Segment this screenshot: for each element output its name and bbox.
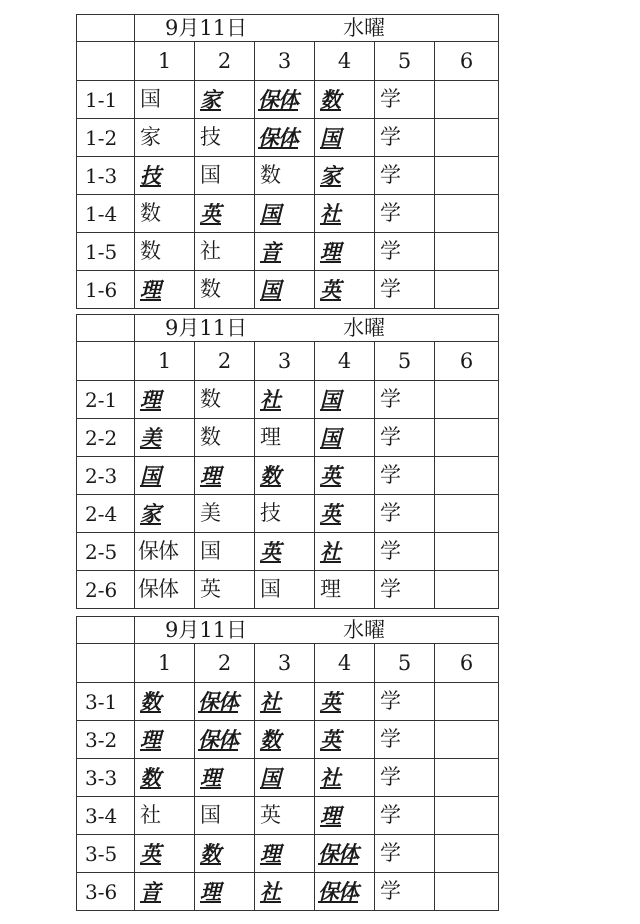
subject-cell-changed: 理 — [135, 381, 195, 419]
period-header: 6 — [435, 644, 499, 683]
class-row — [77, 419, 499, 457]
subject-cell — [435, 381, 499, 419]
subject-cell — [435, 157, 499, 195]
class-label: 1-5 — [77, 233, 135, 271]
subject-cell-changed: 英 — [315, 271, 375, 309]
period-header: 3 — [255, 644, 315, 683]
subject-cell-changed: 英 — [315, 721, 375, 759]
period-header: 5 — [375, 42, 435, 81]
period-header: 4 — [315, 342, 375, 381]
period-header: 2 — [195, 342, 255, 381]
subject-cell-changed: 保体 — [195, 721, 255, 759]
subject-cell: 学 — [375, 759, 435, 797]
class-row — [77, 835, 499, 873]
subject-cell: 学 — [375, 457, 435, 495]
subject-cell: 技 — [195, 119, 255, 157]
subject-cell-changed: 数 — [255, 721, 315, 759]
subject-cell: 理 — [315, 571, 375, 609]
class-label: 1-4 — [77, 195, 135, 233]
subject-cell — [435, 271, 499, 309]
subject-cell: 学 — [375, 797, 435, 835]
class-label: 1-1 — [77, 81, 135, 119]
class-label: 3-4 — [77, 797, 135, 835]
corner-cell — [77, 315, 135, 342]
subject-cell: 数 — [135, 233, 195, 271]
period-header: 1 — [135, 342, 195, 381]
period-header: 1 — [135, 644, 195, 683]
subject-cell-changed: 英 — [135, 835, 195, 873]
subject-cell: 学 — [375, 81, 435, 119]
period-header: 3 — [255, 342, 315, 381]
period-header-row — [77, 42, 499, 81]
subject-cell — [435, 683, 499, 721]
class-row — [77, 157, 499, 195]
weekday-text: 水曜 — [343, 315, 386, 340]
date-row — [77, 315, 499, 342]
class-row — [77, 721, 499, 759]
subject-cell: 数 — [195, 419, 255, 457]
subject-cell: 理 — [255, 419, 315, 457]
class-label: 2-6 — [77, 571, 135, 609]
period-header: 5 — [375, 644, 435, 683]
subject-cell: 国 — [255, 571, 315, 609]
class-row — [77, 119, 499, 157]
subject-cell-changed: 家 — [195, 81, 255, 119]
class-label: 3-5 — [77, 835, 135, 873]
subject-cell-changed: 英 — [195, 195, 255, 233]
class-row — [77, 797, 499, 835]
period-header: 4 — [315, 644, 375, 683]
subject-cell — [435, 419, 499, 457]
subject-cell: 保体 — [135, 533, 195, 571]
subject-cell-changed: 理 — [195, 873, 255, 911]
subject-cell: 社 — [195, 233, 255, 271]
date-text: 9月11日 — [165, 617, 248, 642]
class-row — [77, 271, 499, 309]
subject-cell — [435, 457, 499, 495]
subject-cell-changed: 国 — [315, 419, 375, 457]
class-row — [77, 759, 499, 797]
subject-cell: 学 — [375, 381, 435, 419]
subject-cell-changed: 社 — [315, 533, 375, 571]
subject-cell: 学 — [375, 157, 435, 195]
period-header-row — [77, 342, 499, 381]
corner-cell — [77, 42, 135, 81]
date-heading — [135, 315, 499, 342]
class-row — [77, 381, 499, 419]
subject-cell: 学 — [375, 533, 435, 571]
subject-cell-changed: 数 — [315, 81, 375, 119]
class-label: 2-3 — [77, 457, 135, 495]
period-header: 2 — [195, 644, 255, 683]
subject-cell: 数 — [195, 381, 255, 419]
period-header: 3 — [255, 42, 315, 81]
class-label: 3-2 — [77, 721, 135, 759]
subject-cell-changed: 理 — [315, 797, 375, 835]
subject-cell: 学 — [375, 721, 435, 759]
subject-cell-changed: 国 — [255, 195, 315, 233]
subject-cell-changed: 英 — [255, 533, 315, 571]
subject-cell: 学 — [375, 495, 435, 533]
subject-cell-changed: 社 — [315, 195, 375, 233]
subject-cell: 学 — [375, 233, 435, 271]
subject-cell-changed: 社 — [255, 381, 315, 419]
subject-cell-changed: 家 — [135, 495, 195, 533]
corner-cell — [77, 644, 135, 683]
class-row — [77, 571, 499, 609]
corner-cell — [77, 15, 135, 42]
period-header: 1 — [135, 42, 195, 81]
subject-cell-changed: 技 — [135, 157, 195, 195]
corner-cell — [77, 617, 135, 644]
subject-cell: 学 — [375, 119, 435, 157]
subject-cell-changed: 英 — [315, 683, 375, 721]
subject-cell — [435, 233, 499, 271]
period-header: 4 — [315, 42, 375, 81]
date-heading — [135, 15, 499, 42]
subject-cell-changed: 理 — [195, 457, 255, 495]
subject-cell-changed: 社 — [315, 759, 375, 797]
subject-cell: 国 — [195, 797, 255, 835]
subject-cell-changed: 国 — [315, 119, 375, 157]
subject-cell: 英 — [255, 797, 315, 835]
subject-cell: 学 — [375, 195, 435, 233]
period-header: 5 — [375, 342, 435, 381]
subject-cell-changed: 音 — [135, 873, 195, 911]
class-row — [77, 683, 499, 721]
class-label: 2-4 — [77, 495, 135, 533]
subject-cell-changed: 数 — [195, 835, 255, 873]
weekday-text: 水曜 — [343, 15, 386, 40]
subject-cell — [435, 495, 499, 533]
subject-cell-changed: 英 — [315, 495, 375, 533]
subject-cell-changed: 国 — [135, 457, 195, 495]
schedule-table-grade-3 — [76, 616, 499, 911]
class-label: 2-2 — [77, 419, 135, 457]
class-label: 3-1 — [77, 683, 135, 721]
subject-cell: 技 — [255, 495, 315, 533]
subject-cell — [435, 721, 499, 759]
class-label: 1-3 — [77, 157, 135, 195]
subject-cell-changed: 美 — [135, 419, 195, 457]
weekday-text: 水曜 — [343, 617, 386, 642]
subject-cell: 国 — [135, 81, 195, 119]
schedule-table-grade-2 — [76, 314, 499, 609]
corner-cell — [77, 342, 135, 381]
date-row — [77, 15, 499, 42]
subject-cell: 国 — [195, 533, 255, 571]
subject-cell: 学 — [375, 835, 435, 873]
subject-cell-changed: 数 — [255, 457, 315, 495]
subject-cell-changed: 音 — [255, 233, 315, 271]
subject-cell: 学 — [375, 271, 435, 309]
subject-cell: 学 — [375, 571, 435, 609]
subject-cell — [435, 873, 499, 911]
subject-cell: 国 — [195, 157, 255, 195]
schedule-table-grade-1 — [76, 14, 499, 309]
subject-cell: 美 — [195, 495, 255, 533]
date-text: 9月11日 — [165, 315, 248, 340]
class-label: 2-1 — [77, 381, 135, 419]
class-label: 3-6 — [77, 873, 135, 911]
class-row — [77, 233, 499, 271]
subject-cell-changed: 社 — [255, 873, 315, 911]
subject-cell: 英 — [195, 571, 255, 609]
class-row — [77, 495, 499, 533]
subject-cell: 数 — [195, 271, 255, 309]
subject-cell: 学 — [375, 683, 435, 721]
subject-cell-changed: 家 — [315, 157, 375, 195]
date-row — [77, 617, 499, 644]
class-row — [77, 533, 499, 571]
subject-cell-changed: 数 — [135, 759, 195, 797]
subject-cell: 数 — [135, 195, 195, 233]
subject-cell-changed: 保体 — [315, 873, 375, 911]
subject-cell: 社 — [135, 797, 195, 835]
subject-cell-changed: 理 — [195, 759, 255, 797]
class-label: 1-6 — [77, 271, 135, 309]
subject-cell: 保体 — [135, 571, 195, 609]
subject-cell-changed: 国 — [255, 759, 315, 797]
subject-cell-changed: 保体 — [195, 683, 255, 721]
date-heading — [135, 617, 499, 644]
subject-cell — [435, 759, 499, 797]
subject-cell — [435, 571, 499, 609]
period-header: 6 — [435, 42, 499, 81]
class-row — [77, 81, 499, 119]
subject-cell: 家 — [135, 119, 195, 157]
subject-cell-changed: 英 — [315, 457, 375, 495]
subject-cell-changed: 理 — [315, 233, 375, 271]
class-label: 2-5 — [77, 533, 135, 571]
subject-cell — [435, 835, 499, 873]
class-row — [77, 457, 499, 495]
subject-cell — [435, 119, 499, 157]
subject-cell-changed: 理 — [135, 271, 195, 309]
subject-cell — [435, 81, 499, 119]
subject-cell-changed: 国 — [315, 381, 375, 419]
class-label: 3-3 — [77, 759, 135, 797]
subject-cell-changed: 国 — [255, 271, 315, 309]
subject-cell — [435, 195, 499, 233]
subject-cell-changed: 理 — [255, 835, 315, 873]
subject-cell-changed: 保体 — [315, 835, 375, 873]
period-header-row — [77, 644, 499, 683]
subject-cell-changed: 社 — [255, 683, 315, 721]
subject-cell-changed: 保体 — [255, 119, 315, 157]
subject-cell — [435, 533, 499, 571]
subject-cell-changed: 保体 — [255, 81, 315, 119]
subject-cell: 学 — [375, 873, 435, 911]
class-row — [77, 873, 499, 911]
subject-cell: 数 — [255, 157, 315, 195]
subject-cell-changed: 数 — [135, 683, 195, 721]
subject-cell-changed: 理 — [135, 721, 195, 759]
period-header: 6 — [435, 342, 499, 381]
class-row — [77, 195, 499, 233]
date-text: 9月11日 — [165, 15, 248, 40]
class-label: 1-2 — [77, 119, 135, 157]
period-header: 2 — [195, 42, 255, 81]
subject-cell: 学 — [375, 419, 435, 457]
subject-cell — [435, 797, 499, 835]
